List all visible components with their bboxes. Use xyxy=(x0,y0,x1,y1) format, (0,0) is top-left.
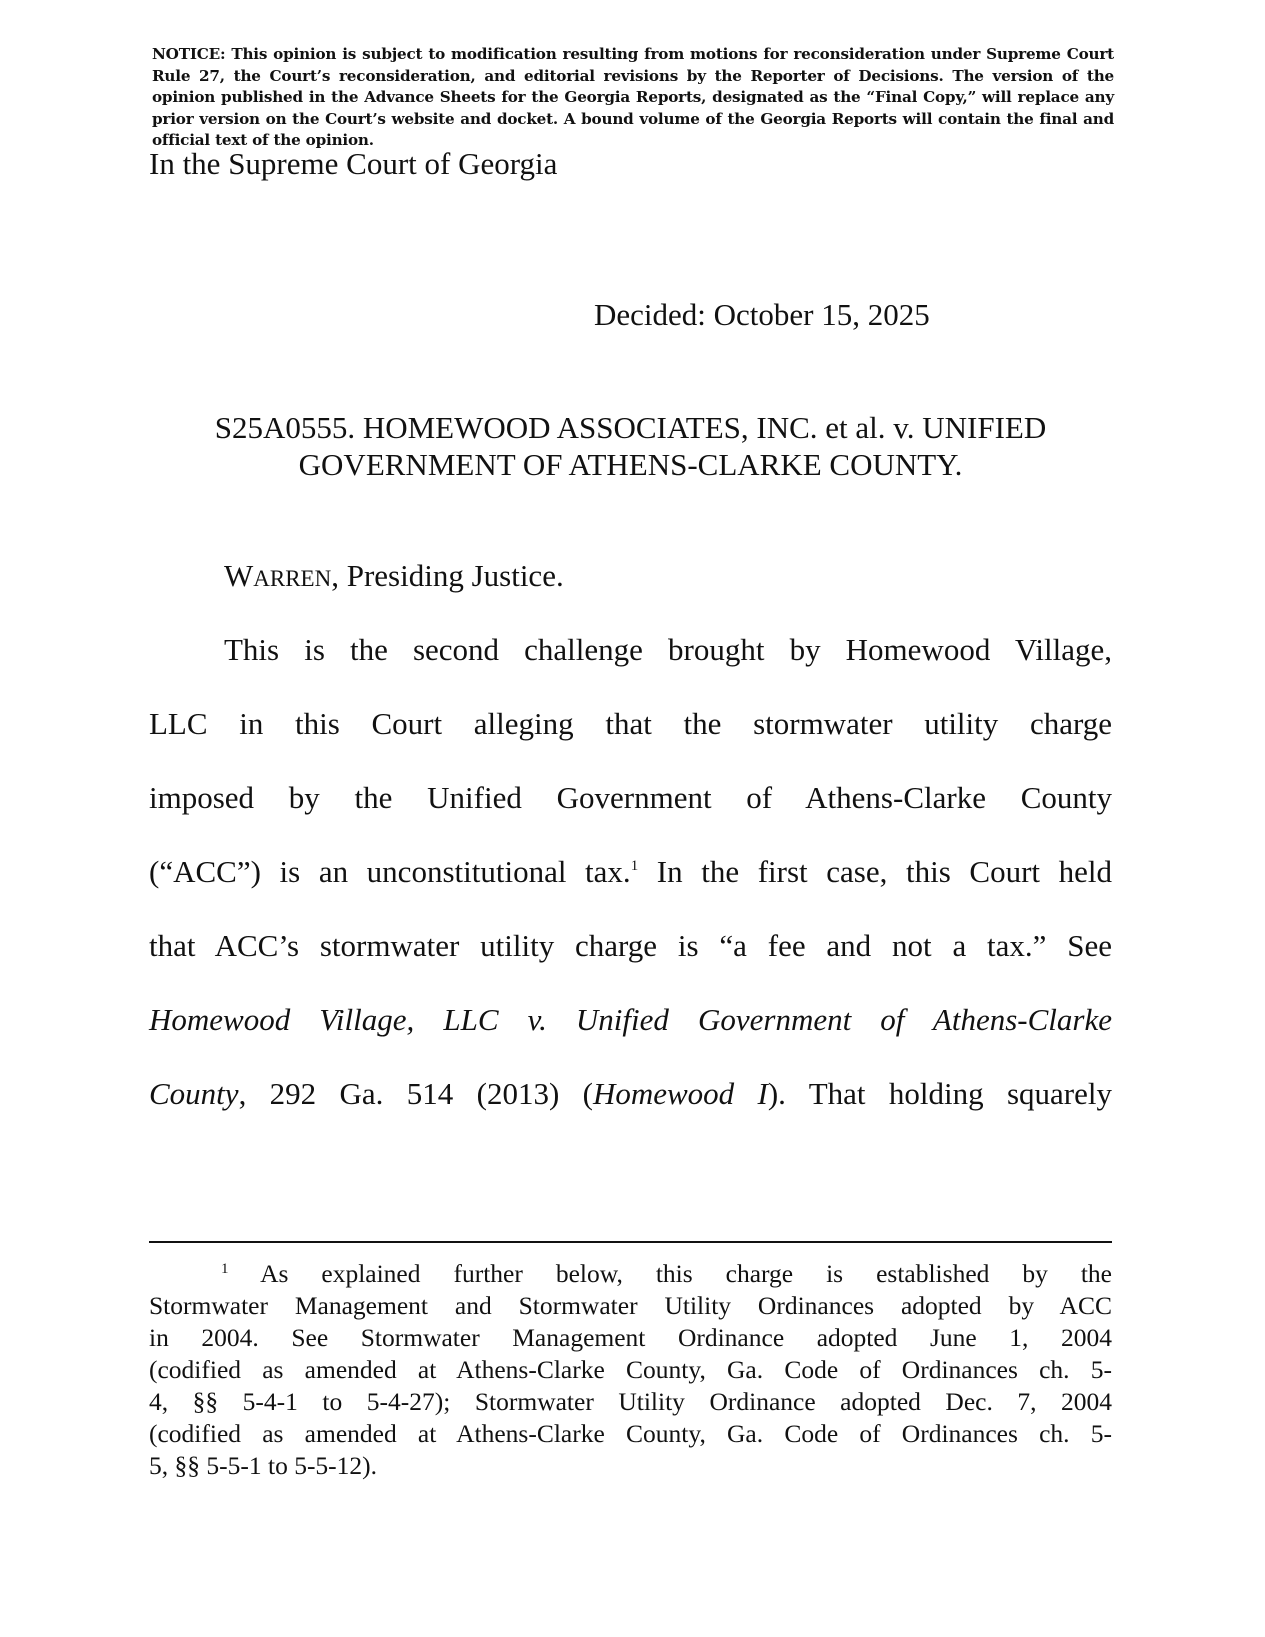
footnote-line: 5, §§ 5-5-1 to 5-5-12). xyxy=(149,1451,378,1480)
body-text: , 292 Ga. 514 (2013) ( xyxy=(238,1076,593,1111)
body-line xyxy=(149,1076,1112,1150)
decision-date: Decided: October 15, 2025 xyxy=(594,297,930,332)
footnote-line: 4, §§ 5-4-1 to 5-4-27); Stormwater Utility Ordinance adopted Dec. 7, 2004 xyxy=(149,1387,1112,1416)
notice-line: official text of the opinion. xyxy=(152,131,374,150)
body-line: This is the second challenge brought by Homewood Village, xyxy=(224,632,1112,667)
footnote-1 xyxy=(149,1258,1112,1482)
case-caption xyxy=(149,409,1112,483)
body-text: In the first case, this Court held xyxy=(638,854,1112,889)
footnote-marker: 1 xyxy=(221,1261,229,1277)
opinion-body xyxy=(149,632,1112,1150)
body-line: imposed by the Unified Government of Athens-Clarke County xyxy=(149,780,1112,815)
body-text: ). That holding squarely xyxy=(767,1076,1112,1111)
body-line: that ACC’s stormwater utility charge is “a fee and not a tax.” See xyxy=(149,928,1112,963)
footnote-line: (codified as amended at Athens-Clarke County, Ga. Code of Ordinances ch. 5- xyxy=(149,1419,1112,1448)
case-citation-italic: Homewood Village, LLC v. Unified Government of Athens-Clarke xyxy=(149,1002,1112,1037)
reconsideration-notice xyxy=(152,44,1114,152)
author-title: , Presiding Justice. xyxy=(331,558,564,593)
body-text: (“ACC”) is an unconstitutional tax. xyxy=(149,854,631,889)
author-name-smallcaps: ARREN xyxy=(253,566,332,591)
notice-line: Rule 27, the Court’s reconsideration, and editorial revisions by the Reporter of Decisions. The version of the xyxy=(152,66,1114,85)
notice-line: NOTICE: This opinion is subject to modification resulting from motions for reconsideration under Supreme Court xyxy=(152,45,1114,63)
body-line xyxy=(149,854,1112,928)
opinion-author xyxy=(224,558,564,597)
footnote-reference[interactable]: 1 xyxy=(630,858,639,874)
case-short-name-italic: Homewood I xyxy=(592,1076,768,1111)
body-line: LLC in this Court alleging that the stormwater utility charge xyxy=(149,706,1112,741)
footnote-text: As explained further below, this charge is established by the xyxy=(228,1259,1112,1288)
footnote-line: Stormwater Management and Stormwater Utility Ordinances adopted by ACC xyxy=(149,1291,1112,1320)
caption-line: S25A0555. HOMEWOOD ASSOCIATES, INC. et al. v. UNIFIED xyxy=(214,410,1047,445)
footnote-divider xyxy=(149,1241,1112,1243)
court-name: In the Supreme Court of Georgia xyxy=(149,146,558,181)
author-initial: W xyxy=(224,558,254,593)
notice-line: opinion published in the Advance Sheets for the Georgia Reports, designated as the “Final Copy,” will replace any xyxy=(152,88,1114,107)
notice-line: prior version on the Court’s website and docket. A bound volume of the Georgia Reports will contain the final and xyxy=(152,109,1114,128)
footnote-line xyxy=(149,1258,1112,1290)
caption-line: GOVERNMENT OF ATHENS-CLARKE COUNTY. xyxy=(298,447,963,482)
body-line xyxy=(149,1002,1112,1076)
footnote-line: (codified as amended at Athens-Clarke County, Ga. Code of Ordinances ch. 5- xyxy=(149,1355,1112,1384)
footnote-line: in 2004. See Stormwater Management Ordinance adopted June 1, 2004 xyxy=(149,1323,1112,1352)
case-citation-italic: County xyxy=(149,1076,239,1111)
